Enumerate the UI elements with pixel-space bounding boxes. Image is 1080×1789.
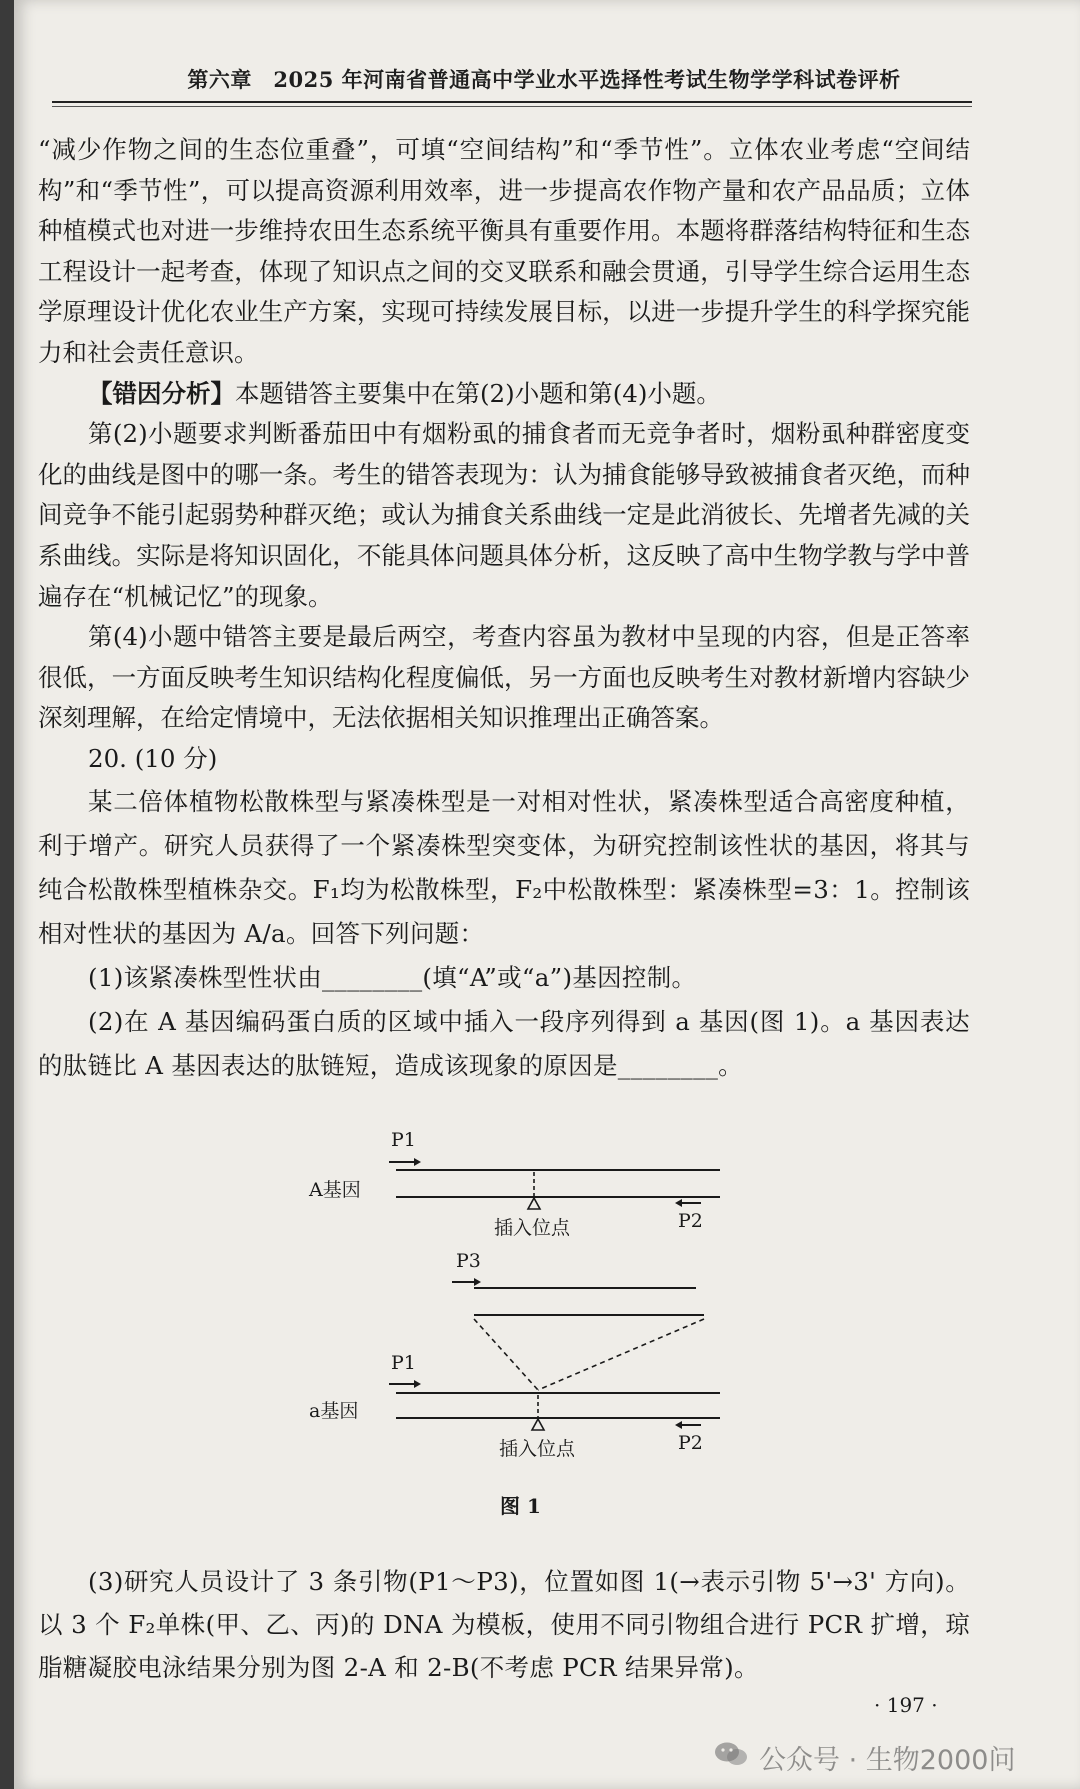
insertion-site-label-top: 插入位点 <box>494 1217 571 1239</box>
paragraph-question-4-analysis: 第(4)小题中错答主要是最后两空，考查内容虽为教材中呈现的内容，但是正答率很低，一方面反映考生知识结构化程度偏低，另一方面也反映考生对教材新增内容缺少深刻理解，在给定情境中，无法依据相关知识推理出正确答案。 <box>38 622 970 733</box>
gene-A-label: A基因 <box>309 1179 361 1201</box>
p2-arrowhead-top <box>675 1199 682 1207</box>
primer-p2-label-top: P2 <box>678 1210 703 1232</box>
primer-p1-label-top: P1 <box>391 1129 416 1151</box>
gene-a-label: a基因 <box>309 1400 359 1422</box>
primer-p3-label: P3 <box>456 1250 481 1272</box>
running-head: 第六章 2025 年河南省普通高中学业水平选择性考试生物学学科试卷评析 <box>187 67 901 92</box>
p1-arrowhead-top <box>414 1158 421 1166</box>
insertion-site-label-bottom: 插入位点 <box>499 1438 576 1460</box>
question-stem: 某二倍体植物松散株型与紧凑株型是一对相对性状，紧凑株型适合高密度种植，利于增产。研究人员获得了一个紧凑株型突变体，为研究控制该性状的基因，将其与纯合松散株型植株杂交。F₁均为松散株型，F₂中松散株型：紧凑株型=3：1。控制该相对性状的基因为 A/a。回答下列问题： <box>38 786 970 948</box>
primer-p1-label-bottom: P1 <box>391 1352 416 1374</box>
error-analysis-label: 【错因分析】 <box>88 378 235 408</box>
paragraph-question-2-analysis: 第(2)小题要求判断番茄田中有烟粉虱的捕食者而无竞争者时，烟粉虱种群密度变化的曲线是图中的哪一条。考生的错答表现为：认为捕食能够导致被捕食者灭绝，而种间竞争不能引起弱势种群灭绝；或认为捕食关系曲线一定是此消彼长、先增者先减的关系曲线。实际是将知识固化，不能具体问题具体分析，这反映了高中生物学教与学中普遍存在“机械记忆”的现象。 <box>38 419 970 611</box>
gene-a-insertion-triangle <box>532 1419 544 1430</box>
page-number: · 197 · <box>874 1693 938 1717</box>
primer-p2-label-bottom: P2 <box>678 1432 703 1454</box>
insert-dash-right <box>538 1319 704 1390</box>
question-number: 20. (10 分) <box>88 743 218 773</box>
wechat-icon <box>714 1741 748 1767</box>
question-part-3-block <box>38 1560 970 1689</box>
header-rule <box>52 101 972 103</box>
p1-arrowhead-bottom <box>414 1380 421 1388</box>
question-part-3: (3)研究人员设计了 3 条引物(P1～P3)，位置如图 1(→表示引物 5'→3' 方向)。以 3 个 F₂单株(甲、乙、丙)的 DNA 为模板，使用不同引物组合进行 PCR 扩增，琼脂糖凝胶电泳结果分别为图 2-A 和 2-B(不考虑 PCR 结果异常)。 <box>38 1567 970 1682</box>
page-body <box>38 130 970 1088</box>
error-analysis-text: 本题错答主要集中在第(2)小题和第(4)小题。 <box>235 378 721 408</box>
paragraph-ecology-analysis: “减少作物之间的生态位重叠”，可填“空间结构”和“季节性”。立体农业考虑“空间结构”和“季节性”，可以提高资源利用效率，进一步提高农作物产量和农产品品质；立体种植模式也对进一步维持农田生态系统平衡具有重要作用。本题将群落结构特征和生态工程设计一起考查，体现了知识点之间的交叉联系和融会贯通，引导学生综合运用生态学原理设计优化农业生产方案，实现可持续发展目标，以进一步提升学生的科学探究能力和社会责任意识。 <box>38 135 970 367</box>
question-part-1: (1)该紧凑株型性状由________(填“A”或“a”)基因控制。 <box>88 962 697 992</box>
p2-arrowhead-bottom <box>675 1421 682 1429</box>
figure-caption: 图 1 <box>500 1494 541 1518</box>
insert-dash-left <box>474 1319 538 1390</box>
p3-arrowhead <box>474 1278 481 1286</box>
figure-1-gene-diagram <box>274 1120 754 1530</box>
error-analysis-heading <box>38 374 970 415</box>
gene-A-insertion-triangle <box>528 1198 540 1209</box>
watermark-text: 公众号 · 生物2000问 <box>759 1745 1016 1776</box>
header-rule-thin <box>52 106 972 107</box>
question-part-2: (2)在 A 基因编码蛋白质的区域中插入一段序列得到 a 基因(图 1)。a 基因表达的肽链比 A 基因表达的肽链短，造成该现象的原因是________。 <box>38 1006 970 1080</box>
book-page <box>14 0 1080 1789</box>
